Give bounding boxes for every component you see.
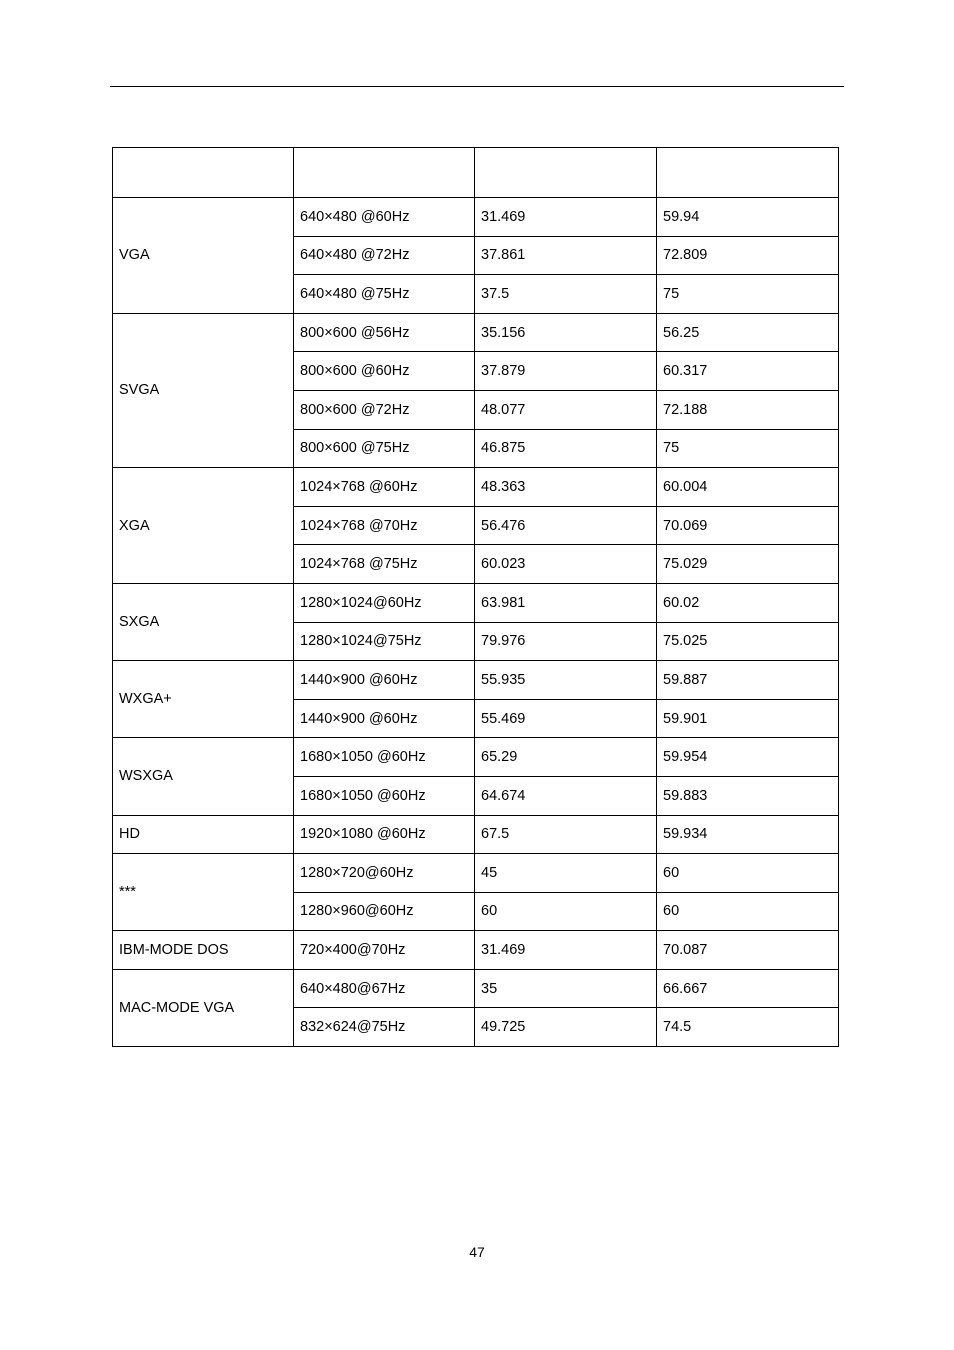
vertical-frequency-cell: 75.025: [657, 622, 839, 661]
vertical-frequency-cell: 75: [657, 429, 839, 468]
resolution-cell: 1024×768 @60Hz: [294, 468, 475, 507]
horizontal-frequency-cell: 67.5: [475, 815, 657, 854]
horizontal-frequency-cell: 46.875: [475, 429, 657, 468]
standard-cell: SXGA: [113, 583, 294, 660]
resolution-cell: 1680×1050 @60Hz: [294, 738, 475, 777]
header-cell-standard: [113, 148, 294, 198]
horizontal-frequency-cell: 37.861: [475, 236, 657, 275]
horizontal-frequency-cell: 63.981: [475, 583, 657, 622]
vertical-frequency-cell: 59.887: [657, 661, 839, 700]
resolution-cell: 640×480 @60Hz: [294, 198, 475, 237]
resolution-cell: 1440×900 @60Hz: [294, 699, 475, 738]
vertical-frequency-cell: 59.901: [657, 699, 839, 738]
resolution-cell: 1280×1024@60Hz: [294, 583, 475, 622]
vertical-frequency-cell: 75: [657, 275, 839, 314]
vertical-frequency-cell: 72.809: [657, 236, 839, 275]
horizontal-frequency-cell: 31.469: [475, 198, 657, 237]
resolution-cell: 1440×900 @60Hz: [294, 661, 475, 700]
standard-cell: MAC-MODE VGA: [113, 969, 294, 1046]
standard-cell: IBM-MODE DOS: [113, 931, 294, 970]
resolution-cell: 832×624@75Hz: [294, 1008, 475, 1047]
resolution-cell: 800×600 @75Hz: [294, 429, 475, 468]
table-row: [113, 738, 839, 777]
header-cell-resolution: [294, 148, 475, 198]
table-row: [113, 815, 839, 854]
page-number: 47: [469, 1244, 485, 1260]
resolution-cell: 1680×1050 @60Hz: [294, 776, 475, 815]
horizontal-frequency-cell: 60: [475, 892, 657, 931]
horizontal-frequency-cell: 37.5: [475, 275, 657, 314]
horizontal-frequency-cell: 48.363: [475, 468, 657, 507]
horizontal-frequency-cell: 45: [475, 854, 657, 893]
horizontal-frequency-cell: 65.29: [475, 738, 657, 777]
horizontal-frequency-cell: 35.156: [475, 313, 657, 352]
table-header-row: [113, 148, 839, 198]
horizontal-frequency-cell: 55.469: [475, 699, 657, 738]
standard-cell: HD: [113, 815, 294, 854]
horizontal-frequency-cell: 48.077: [475, 390, 657, 429]
header-cell-vertical-frequency: [657, 148, 839, 198]
vertical-frequency-cell: 60.02: [657, 583, 839, 622]
timing-table: [112, 147, 839, 1047]
standard-cell: WSXGA: [113, 738, 294, 815]
horizontal-frequency-cell: 31.469: [475, 931, 657, 970]
vertical-frequency-cell: 59.954: [657, 738, 839, 777]
vertical-frequency-cell: 60.004: [657, 468, 839, 507]
vertical-frequency-cell: 66.667: [657, 969, 839, 1008]
vertical-frequency-cell: 56.25: [657, 313, 839, 352]
standard-cell: XGA: [113, 468, 294, 584]
vertical-frequency-cell: 75.029: [657, 545, 839, 584]
resolution-cell: 640×480@67Hz: [294, 969, 475, 1008]
standard-cell: ***: [113, 854, 294, 931]
resolution-cell: 1920×1080 @60Hz: [294, 815, 475, 854]
resolution-cell: 1280×720@60Hz: [294, 854, 475, 893]
header-cell-horizontal-frequency: [475, 148, 657, 198]
vertical-frequency-cell: 60.317: [657, 352, 839, 391]
standard-cell: SVGA: [113, 313, 294, 467]
resolution-cell: 1024×768 @75Hz: [294, 545, 475, 584]
horizontal-frequency-cell: 64.674: [475, 776, 657, 815]
horizontal-frequency-cell: 55.935: [475, 661, 657, 700]
resolution-cell: 800×600 @56Hz: [294, 313, 475, 352]
header-rule: [110, 86, 844, 87]
table-row: [113, 854, 839, 893]
standard-cell: VGA: [113, 198, 294, 314]
horizontal-frequency-cell: 60.023: [475, 545, 657, 584]
table-row: [113, 969, 839, 1008]
timing-table-body: [113, 148, 839, 1047]
vertical-frequency-cell: 60: [657, 854, 839, 893]
table-row: [113, 468, 839, 507]
table-row: [113, 198, 839, 237]
horizontal-frequency-cell: 37.879: [475, 352, 657, 391]
vertical-frequency-cell: 74.5: [657, 1008, 839, 1047]
horizontal-frequency-cell: 35: [475, 969, 657, 1008]
resolution-cell: 1024×768 @70Hz: [294, 506, 475, 545]
table-row: [113, 313, 839, 352]
resolution-cell: 1280×1024@75Hz: [294, 622, 475, 661]
resolution-cell: 1280×960@60Hz: [294, 892, 475, 931]
vertical-frequency-cell: 70.069: [657, 506, 839, 545]
resolution-cell: 640×480 @75Hz: [294, 275, 475, 314]
vertical-frequency-cell: 59.94: [657, 198, 839, 237]
vertical-frequency-cell: 59.883: [657, 776, 839, 815]
vertical-frequency-cell: 59.934: [657, 815, 839, 854]
vertical-frequency-cell: 72.188: [657, 390, 839, 429]
resolution-cell: 800×600 @60Hz: [294, 352, 475, 391]
vertical-frequency-cell: 60: [657, 892, 839, 931]
table-row: [113, 583, 839, 622]
resolution-cell: 640×480 @72Hz: [294, 236, 475, 275]
horizontal-frequency-cell: 79.976: [475, 622, 657, 661]
table-row: [113, 931, 839, 970]
horizontal-frequency-cell: 49.725: [475, 1008, 657, 1047]
standard-cell: WXGA+: [113, 661, 294, 738]
resolution-cell: 720×400@70Hz: [294, 931, 475, 970]
horizontal-frequency-cell: 56.476: [475, 506, 657, 545]
vertical-frequency-cell: 70.087: [657, 931, 839, 970]
table-row: [113, 661, 839, 700]
resolution-cell: 800×600 @72Hz: [294, 390, 475, 429]
